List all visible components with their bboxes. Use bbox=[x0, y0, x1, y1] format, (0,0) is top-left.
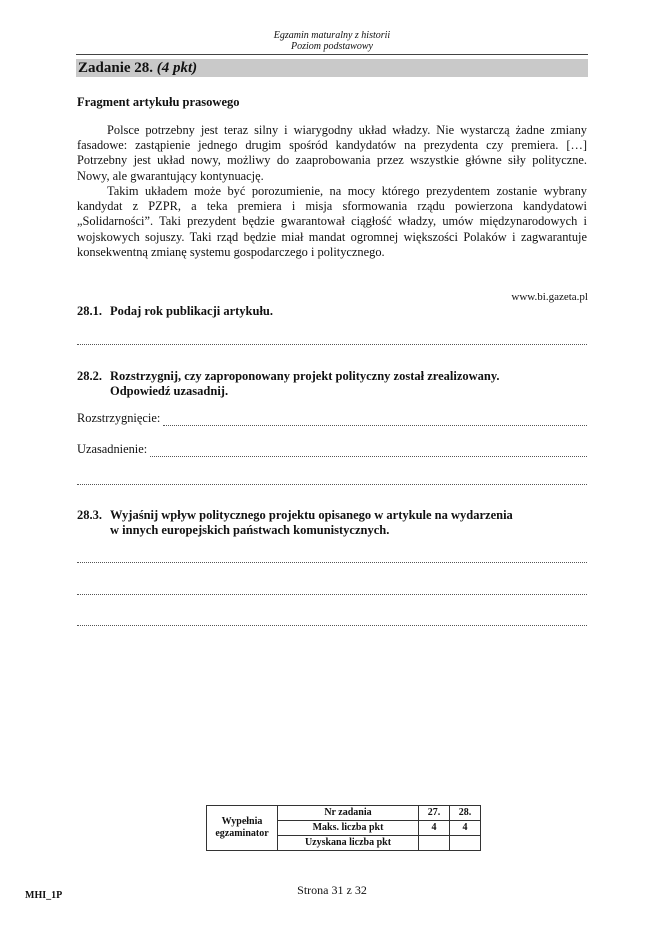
source-paragraph-1 bbox=[77, 123, 587, 184]
question-28-1-number: 28.1. bbox=[77, 304, 102, 318]
question-28-2-number: 28.2. bbox=[77, 369, 102, 383]
question-28-3 bbox=[77, 508, 587, 538]
exam-level: Poziom podstawowy bbox=[291, 41, 373, 52]
question-28-1 bbox=[77, 304, 587, 319]
task-title: Zadanie 28. bbox=[78, 60, 154, 76]
page-number: Strona 31 z 32 bbox=[297, 883, 367, 897]
source-paragraph-1-text: Polsce potrzebny jest teraz silny i wiarygodny układ władzy. Nie wystarczą żadne zmiany fasadowe: zastąpienie jednego drugim spośród kandydatów na prezydenta czy premiera. […] Potrzebny jest układ nowy, możliwy do zaaprobowania przez wszystkie główne siły polityczne. Nowy, ale gwarantujący kontynuację. bbox=[77, 123, 587, 183]
decision-label: Rozstrzygnięcie: bbox=[77, 411, 161, 425]
justification-label: Uzasadnienie: bbox=[77, 442, 148, 456]
question-28-1-text: Podaj rok publikacji artykułu. bbox=[110, 304, 274, 318]
question-28-2-text-line1: Rozstrzygnij, czy zaproponowany projekt polityczny został zrealizowany. bbox=[110, 369, 500, 383]
exam-code: MHI_1P bbox=[25, 890, 63, 901]
task-number-28: 28. bbox=[450, 806, 481, 821]
max-points-27: 4 bbox=[419, 821, 450, 836]
exam-title: Egzamin maturalny z historii bbox=[273, 30, 391, 41]
source-heading: Fragment artykułu prasowego bbox=[77, 95, 240, 109]
source-paragraph-2 bbox=[77, 184, 587, 260]
question-28-3-text-line2: w innych europejskich państwach komunistycznych. bbox=[110, 523, 390, 537]
answer-line-28-2-extra[interactable] bbox=[77, 483, 587, 485]
justification-answer-row[interactable] bbox=[77, 442, 587, 457]
source-attribution: www.bi.gazeta.pl bbox=[511, 291, 588, 303]
score-table bbox=[206, 805, 481, 851]
question-28-2-text-line2: Odpowiedź uzasadnij. bbox=[110, 384, 229, 398]
scored-points-27[interactable] bbox=[419, 836, 450, 851]
answer-line-28-3-3[interactable] bbox=[77, 624, 587, 626]
task-number-header: Nr zadania bbox=[278, 806, 419, 821]
justification-answer-line[interactable] bbox=[150, 445, 587, 457]
decision-answer-line[interactable] bbox=[163, 414, 587, 426]
answer-line-28-3-1[interactable] bbox=[77, 561, 587, 563]
task-points: (4 pkt) bbox=[156, 60, 198, 76]
answer-line-28-1[interactable] bbox=[77, 343, 587, 345]
scored-points-28[interactable] bbox=[450, 836, 481, 851]
question-28-2 bbox=[77, 369, 587, 399]
header-rule bbox=[76, 54, 588, 55]
scored-points-header: Uzyskana liczba pkt bbox=[278, 836, 419, 851]
filled-by-cell: Wypełnia egzaminator bbox=[207, 806, 278, 851]
task-number-27: 27. bbox=[419, 806, 450, 821]
answer-line-28-3-2[interactable] bbox=[77, 593, 587, 595]
task-title-bar bbox=[76, 59, 588, 77]
question-28-3-number: 28.3. bbox=[77, 508, 102, 522]
question-28-3-text-line1: Wyjaśnij wpływ politycznego projektu opisanego w artykule na wydarzenia bbox=[110, 508, 513, 522]
max-points-header: Maks. liczba pkt bbox=[278, 821, 419, 836]
source-paragraph-2-text: Takim układem może być porozumienie, na mocy którego prezydentem zostanie wybrany kandydat z PZPR, a teka premiera i misja sformowania rządu powierzona kandydatowi „Solidarności”. Taki prezydent będzie gwarantował ciągłość władzy, umów międzynarodowych i wojskowych sojuszy. Taki rząd będzie miał mandat ogromnej większości Polaków i zagwarantuje konsekwentną zmianę systemu gospodarczego i politycznego. bbox=[77, 184, 587, 259]
decision-answer-row[interactable] bbox=[77, 411, 587, 426]
max-points-28: 4 bbox=[450, 821, 481, 836]
